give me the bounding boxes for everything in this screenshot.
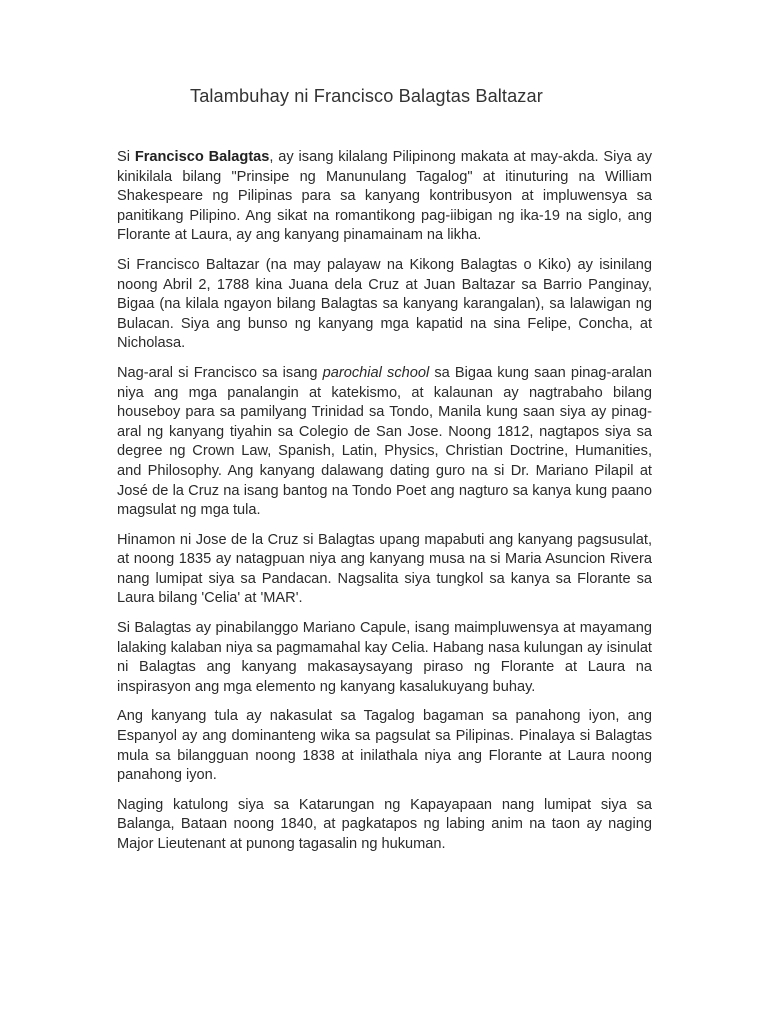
document-title: Talambuhay ni Francisco Balagtas Baltazar — [190, 86, 543, 106]
paragraph-1 — [117, 148, 652, 246]
paragraph-3-rest: sa Bigaa kung saan pinag-aralan niya ang mga panalangin at katekismo, at kalaunan ay nagtrabaho bilang houseboy para sa pamilyang Trinidad sa Tondo, Manila kung saan siya ay pinag-aral ng kanyang tiyahin sa Colegio de San Jose. Noong 1812, nagtapos siya sa degree ng Crown Law, Spanish, Latin, Physics, Christian Doctrine, Humanities, and Philosophy. Ang kanyang dalawang dating guro na si Dr. Mariano Pilapil at José de la Cruz na isang bantog na Tondo Poet ang nagturo sa kanya kung paano magsulat ng mga tula. — [117, 364, 652, 519]
paragraph-5: Si Balagtas ay pinabilanggo Mariano Capule, isang maimpluwensya at mayamang lalaking kalaban niya sa pagmamahal kay Celia. Habang nasa kulungan ay isinulat ni Balagtas ang kanyang makasaysayang piraso ng Florante at Laura na inspirasyon ang mga elemento ng kanyang kasalukuyang buhay. — [117, 620, 652, 695]
paragraph-6: Ang kanyang tula ay nakasulat sa Tagalog bagaman sa panahong iyon, ang Espanyol ay ang dominanteng wika sa pagsulat sa Pilipinas. Pinalaya si Balagtas mula sa bilangguan noong 1838 at inilathala niya ang Florante at Laura noong panahong iyon. — [117, 708, 652, 784]
paragraph-3-lead: Nag-aral si Francisco sa isang — [117, 364, 323, 381]
paragraph-2: Si Francisco Baltazar (na may palayaw na Kikong Balagtas o Kiko) ay isinilang noong Abril 2, 1788 kina Juana dela Cruz at Juan Baltazar sa Barrio Panginay, Bigaa (na kilala ngayon bilang Balagtas sa kanyang karangalan), sa lalawigan ng Bulacan. Siya ang bunso ng kanyang mga kapatid na sina Felipe, Concha, at Nicholasa. — [117, 256, 652, 352]
paragraph-7: Naging katulong siya sa Katarungan ng Kapayapaan nang lumipat siya sa Balanga, Bataan noong 1840, at pagkatapos ng labing anim na taon ay naging Major Lieutenant at punong tagasalin ng hukuman. — [117, 796, 652, 852]
parochial-school-term: parochial school — [322, 364, 430, 381]
paragraph-1-rest: , ay isang kilalang Pilipinong makata at may-akda. Siya ay kinikilala bilang "Prinsipe ng Manunulang Tagalog" at itinuturing na William Shakespeare ng Pilipinas para sa kanyang kontribusyon at impluwensya sa panitikang Pilipino. Ang sikat na romantikong pag-iibigan ng ika-19 na siglo, ang Florante at Laura, ay ang kanyang pinamainam na likha. — [117, 149, 652, 244]
subject-name: Francisco Balagtas — [134, 149, 270, 165]
paragraph-3 — [117, 364, 652, 521]
paragraph-4: Hinamon ni Jose de la Cruz si Balagtas upang mapabuti ang kanyang pagsusulat, at noong 1835 ay natagpuan niya ang kanyang musa na si Maria Asuncion Rivera nang lumipat siya sa Pandacan. Nagsalita siya tungkol sa kanya sa Florante sa Laura bilang 'Celia' at 'MAR'. — [117, 531, 652, 607]
document-body — [117, 148, 652, 865]
paragraph-1-lead: Si — [117, 149, 135, 165]
